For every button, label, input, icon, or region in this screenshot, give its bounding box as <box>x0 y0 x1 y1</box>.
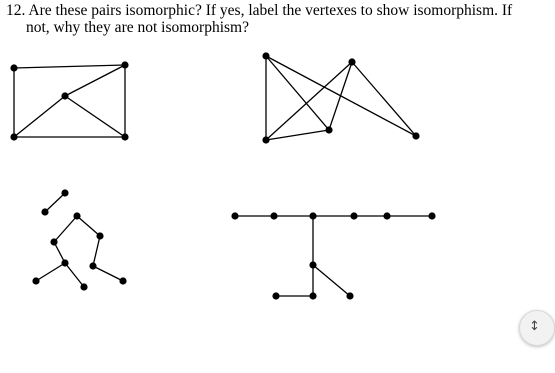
graph-pair2-left <box>32 189 126 290</box>
edge <box>45 193 65 212</box>
vertex <box>121 61 128 68</box>
scroll-handle[interactable] <box>519 310 555 346</box>
edge <box>266 56 329 130</box>
vertex <box>231 212 238 219</box>
vertex <box>80 283 87 290</box>
edge <box>36 263 65 281</box>
edge <box>352 62 416 136</box>
vertex <box>309 212 316 219</box>
edge <box>77 216 100 236</box>
vertex <box>262 136 269 143</box>
vertex <box>412 132 419 139</box>
vertex <box>96 232 103 239</box>
edge <box>65 263 84 287</box>
question-line-1: 12. Are these pairs isomorphic? If yes, label the vertexes to show isomorphism. If <box>6 2 513 19</box>
vertex <box>119 277 126 284</box>
edge <box>93 266 123 281</box>
vertex <box>61 92 68 99</box>
edge <box>54 216 77 242</box>
vertex <box>428 212 435 219</box>
vertex <box>89 262 96 269</box>
vertex <box>61 259 68 266</box>
vertex <box>10 133 17 140</box>
question-line-2: not, why they are not isomorphism? <box>26 19 249 36</box>
vertex <box>325 126 332 133</box>
vertex <box>383 212 390 219</box>
edge <box>313 265 350 296</box>
vertex <box>61 189 68 196</box>
vertex <box>309 292 316 299</box>
scroll-handle-icon: ↕ <box>529 319 540 334</box>
graph-pair1-left <box>10 61 128 140</box>
vertex <box>41 208 48 215</box>
vertex <box>121 133 128 140</box>
vertex <box>350 212 357 219</box>
vertex <box>73 212 80 219</box>
vertex <box>348 58 355 65</box>
edge <box>65 65 125 96</box>
edge <box>14 65 125 68</box>
edge <box>14 96 65 137</box>
vertex <box>270 212 277 219</box>
vertex <box>262 52 269 59</box>
vertex <box>50 238 57 245</box>
vertex <box>272 292 279 299</box>
vertex <box>10 64 17 71</box>
vertex <box>309 261 316 268</box>
graph-pair2-right <box>231 212 435 299</box>
edge <box>93 236 100 266</box>
vertex <box>346 292 353 299</box>
vertex <box>32 277 39 284</box>
edge <box>65 96 125 137</box>
graph-pair1-right <box>262 52 419 143</box>
